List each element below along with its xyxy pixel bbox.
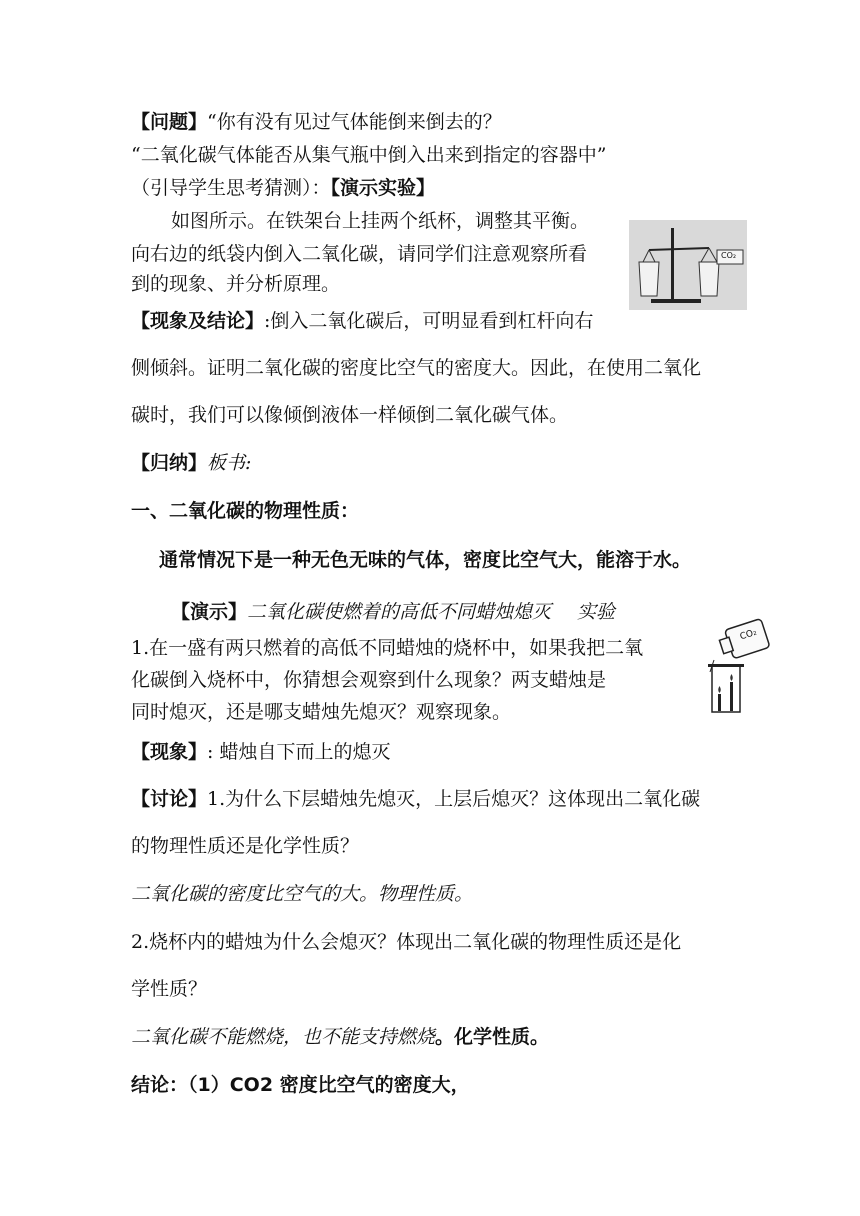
conclusion-line: 结论：（1）CO2 密度比空气的密度大， (131, 1074, 470, 1096)
discussion-question-2a: 2.烧杯内的蜡烛为什么会熄灭？体现出二氧化碳的物理性质还是化 (131, 931, 682, 953)
demo1-paragraph-1: 如图所示。在铁架台上挂两个纸杯，调整其平衡。 (171, 210, 590, 232)
result1-text-1: :倒入二氧化碳后，可明显看到杠杆向右 (264, 310, 594, 332)
problem-tag: 【问题】 (131, 111, 208, 133)
physical-properties-statement: 通常情况下是一种无色无味的气体，密度比空气大，能溶于水。 (159, 549, 692, 571)
demo2-question-3: 同时熄灭，还是哪支蜡烛先熄灭？观察现象。 (131, 701, 512, 723)
demo2-title: 二氧化碳使燃着的高低不同蜡烛熄灭 (247, 601, 552, 623)
discussion-question-1b: 的物理性质还是化学性质？ (131, 835, 360, 857)
phenomenon-line (131, 738, 390, 766)
result-conclusion-tag: 【现象及结论】 (131, 310, 265, 332)
summary-line (131, 449, 251, 477)
discussion-answer-1: 二氧化碳的密度比空气的大。物理性质。 (131, 883, 474, 905)
answer-2-italic: 二氧化碳不能燃烧，也不能支持燃烧 (131, 1026, 436, 1048)
discussion-answer-2 (131, 1023, 549, 1051)
problem-question-1: “你有没有见过气体能倒来倒去的？ (207, 111, 502, 133)
result1-line-3: 碳时，我们可以像倾倒液体一样倾倒二氧化碳气体。 (131, 404, 569, 426)
problem-line-3 (131, 174, 435, 202)
section-heading-physical-properties: 一、二氧化碳的物理性质： (131, 500, 360, 522)
candle-experiment-figure (694, 616, 770, 716)
balance-experiment-figure (629, 220, 747, 310)
demo1-paragraph-3: 到的现象、并分析原理。 (131, 273, 341, 295)
phenomenon-text: : 蜡烛自下而上的熄灭 (207, 741, 391, 763)
summary-tag: 【归纳】 (131, 452, 208, 474)
problem-question-2: “二氧化碳气体能否从集气瓶中倒入出来到指定的容器中” (131, 144, 607, 166)
demo2-title-line (171, 598, 615, 626)
summary-text: 板书: (207, 452, 252, 474)
demo2-tag: 【演示】 (171, 601, 248, 623)
result1-line-2: 侧倾斜。证明二氧化碳的密度比空气的密度大。因此，在使用二氧化 (131, 357, 702, 379)
discussion-question-1a: 1.为什么下层蜡烛先熄灭，上层后熄灭？这体现出二氧化碳 (207, 788, 701, 810)
demo2-question-2: 化碳倒入烧杯中，你猜想会观察到什么现象？两支蜡烛是 (131, 669, 607, 691)
discussion-line-1 (131, 785, 700, 813)
discussion-question-2b: 学性质？ (131, 978, 208, 1000)
balance-co2-label: CO₂ (721, 251, 737, 260)
phenomenon-tag: 【现象】 (131, 741, 208, 763)
candle-illustration (694, 616, 770, 716)
guide-text: （引导学生思考猜测）： (131, 177, 331, 199)
problem-line-1 (131, 108, 502, 136)
answer-2-bold: 。化学性质。 (435, 1026, 550, 1048)
candle-co2-label: CO₂ (738, 627, 759, 643)
balance-illustration (629, 220, 747, 310)
result1-line-1 (131, 307, 593, 335)
demo2-question-1: 1.在一盛有两只燃着的高低不同蜡烛的烧杯中，如果我把二氧 (131, 637, 644, 659)
discussion-tag: 【讨论】 (131, 788, 208, 810)
demo2-suffix: 实验 (577, 601, 616, 623)
demo1-paragraph-2: 向右边的纸袋内倒入二氧化碳，请同学们注意观察所看 (131, 243, 588, 265)
demo-experiment-tag: 【演示实验】 (330, 177, 436, 199)
